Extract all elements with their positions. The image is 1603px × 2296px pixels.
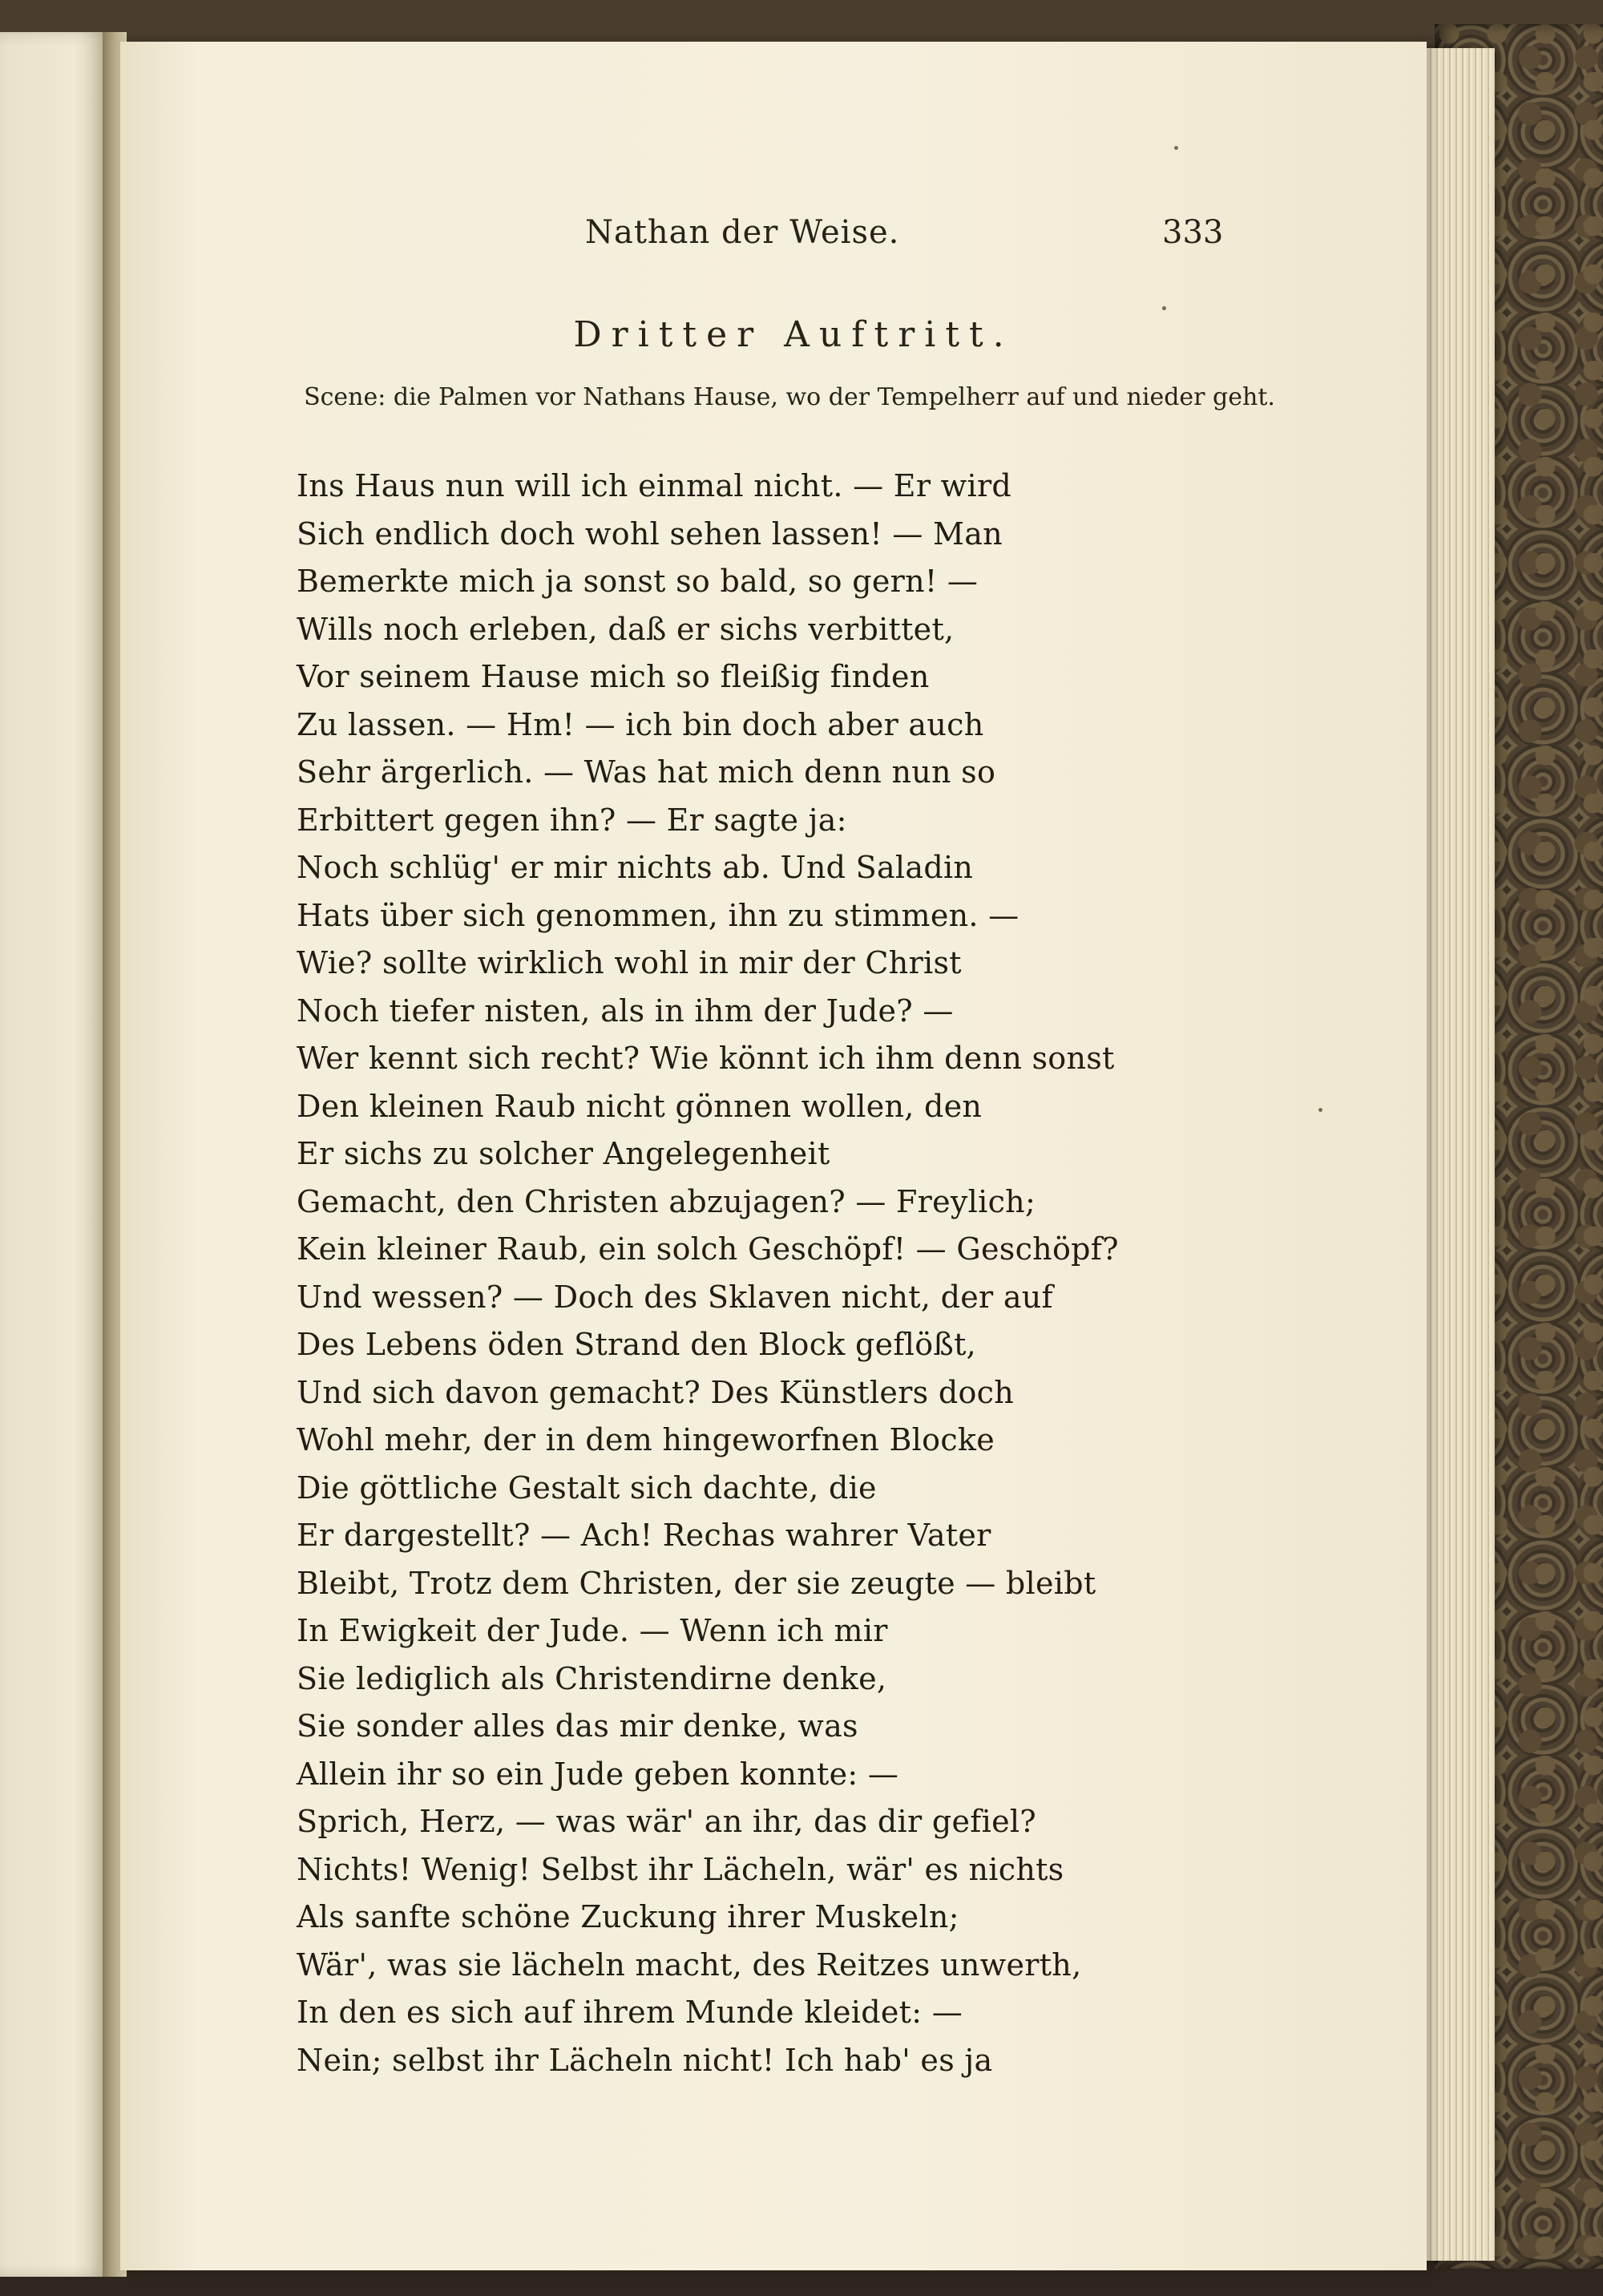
verse-line: Noch schlüg' er mir nichts ab. Und Saladin <box>297 850 974 885</box>
verse-line: Wie? sollte wirklich wohl in mir der Christ <box>297 945 962 980</box>
verse-line: Und sich davon gemacht? Des Künstlers doch <box>297 1374 1015 1410</box>
verse-line: Ins Haus nun will ich einmal nicht. — Er wird <box>297 468 1012 503</box>
verse-line: Die göttliche Gestalt sich dachte, die <box>297 1469 877 1506</box>
left-facing-page <box>0 32 106 2277</box>
verse-line: Wills noch erleben, daß er sichs verbittet, <box>297 611 955 647</box>
verse-line: Sich endlich doch wohl sehen lassen! — Man <box>297 515 1003 552</box>
verse-line: Als sanfte schöne Zuckung ihrer Muskeln; <box>297 1899 959 1934</box>
verse-line: Noch tiefer nisten, als in ihm der Jude? — <box>297 992 954 1029</box>
book-page <box>120 42 1427 2270</box>
verse-line: Gemacht, den Christen abzujagen? — Freylich; <box>297 1183 1036 1219</box>
stage-direction: Scene: die Palmen vor Nathans Hause, wo der Tempelherr auf und nieder geht. <box>304 383 1275 411</box>
page-number: 333 <box>1162 214 1224 251</box>
verse-line: Er sichs zu solcher Angelegenheit <box>297 1136 830 1171</box>
verse-line: Er dargestellt? — Ach! Rechas wahrer Vater <box>297 1518 991 1553</box>
verse-line: In den es sich auf ihrem Munde kleidet: — <box>297 1995 963 2030</box>
verse-line: Allein ihr so ein Jude geben konnte: — <box>297 1756 899 1792</box>
verse-line: In Ewigkeit der Jude. — Wenn ich mir <box>297 1613 888 1648</box>
verse-line: Nein; selbst ihr Lächeln nicht! Ich hab' es ja <box>297 2042 993 2078</box>
verse-line: Sprich, Herz, — was wär' an ihr, das dir gefiel? <box>297 1804 1036 1839</box>
scene-heading: Dritter Auftritt. <box>573 314 1014 355</box>
verse-line: Bleibt, Trotz dem Christen, der sie zeugte — bleibt <box>297 1565 1096 1601</box>
verse-block <box>297 463 1274 2084</box>
running-head <box>120 214 1427 270</box>
verse-line: Sehr ärgerlich. — Was hat mich denn nun so <box>297 754 996 790</box>
verse-line: Zu lassen. — Hm! — ich bin doch aber auch <box>297 706 984 742</box>
page-edges <box>1415 48 1495 2261</box>
verse-line: Wohl mehr, der in dem hingeworfnen Blocke <box>297 1422 995 1457</box>
verse-line: Und wessen? — Doch des Sklaven nicht, der auf <box>297 1279 1053 1315</box>
verse-line: Sie sonder alles das mir denke, was <box>297 1708 858 1744</box>
verse-line: Bemerkte mich ja sonst so bald, so gern! — <box>297 564 979 599</box>
verse-line: Vor seinem Hause mich so fleißig finden <box>297 659 930 694</box>
verse-line: Nichts! Wenig! Selbst ihr Lächeln, wär' es nichts <box>297 1851 1064 1887</box>
verse-line: Sie lediglich als Christendirne denke, <box>297 1660 887 1696</box>
verse-line: Wer kennt sich recht? Wie könnt ich ihm denn sonst <box>297 1041 1115 1076</box>
verse-line: Den kleinen Raub nicht gönnen wollen, den <box>297 1088 983 1124</box>
verse-line: Des Lebens öden Strand den Block geflößt, <box>297 1327 977 1362</box>
running-title: Nathan der Weise. <box>585 214 900 251</box>
verse-line: Erbittert gegen ihn? — Er sagte ja: <box>297 802 847 838</box>
verse-line: Kein kleiner Raub, ein solch Geschöpf! — Geschöpf? <box>297 1231 1119 1267</box>
verse-line: Hats über sich genommen, ihn zu stimmen. — <box>297 897 1020 933</box>
paper-speck <box>1318 1108 1322 1112</box>
paper-speck <box>1174 146 1178 150</box>
verse-line: Wär', was sie lächeln macht, des Reitzes unwerth, <box>297 1946 1082 1983</box>
paper-speck <box>1162 306 1166 310</box>
